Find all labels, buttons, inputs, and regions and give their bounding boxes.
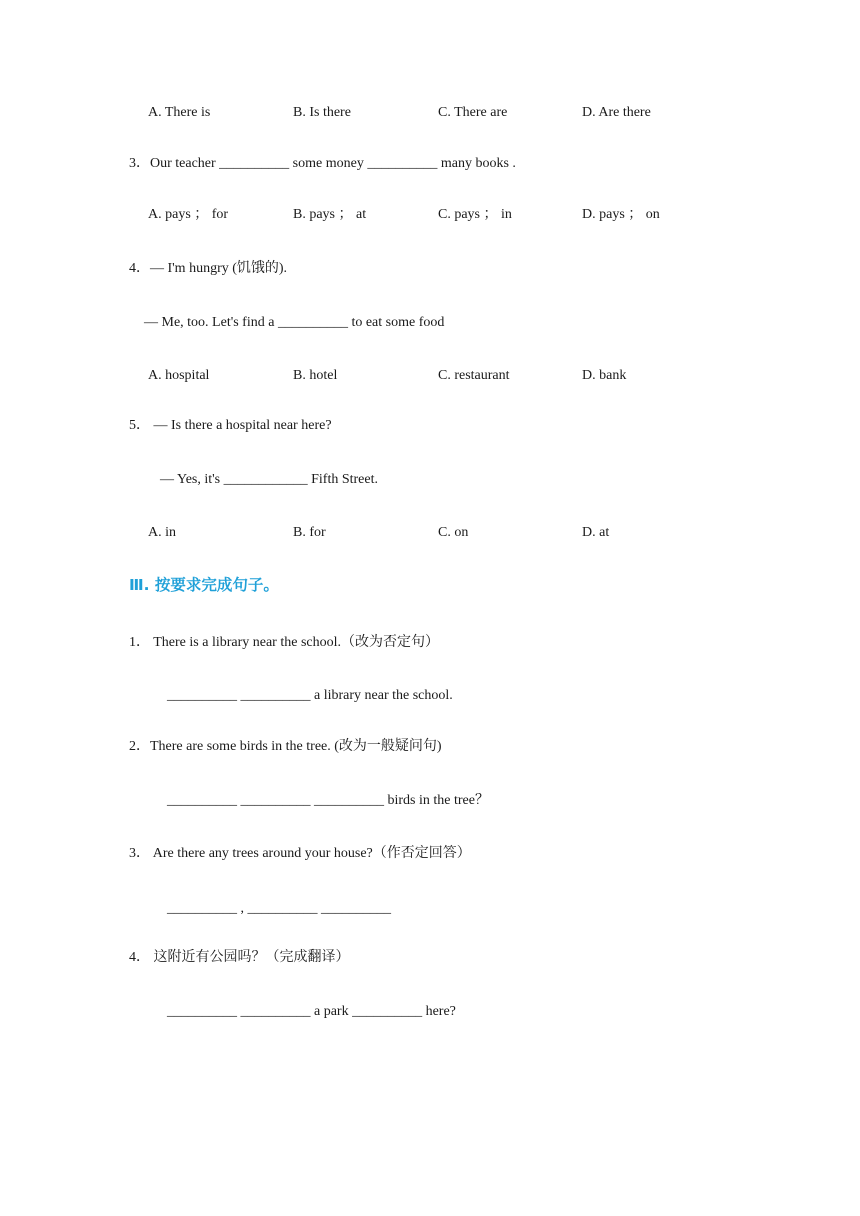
q5-option-a: A. in [148, 525, 176, 540]
s3-item-4-answer: __________ __________ a park __________ here? [167, 1004, 456, 1019]
s3-item-1-answer: __________ __________ a library near the school. [167, 688, 453, 703]
section-3-heading: Ⅲ. 按要求完成句子。 [129, 576, 279, 594]
q3-option-a: A. pays ； for [148, 207, 229, 222]
s3-item-2-answer: __________ __________ __________ birds in the tree？ [167, 793, 489, 808]
q5-stem: 5． — Is there a hospital near here? [129, 418, 332, 433]
s3-item-3-stem: 3． Are there any trees around your house?（作否定回答） [129, 846, 471, 861]
q2-option-c: C. There are [438, 105, 508, 120]
s3-item-2-stem: 2．There are some birds in the tree. (改为一般疑问句) [129, 739, 442, 754]
q5-option-c: C. on [438, 525, 469, 540]
q2-option-b: B. Is there [293, 105, 351, 120]
q5-reply: — Yes, it's ____________ Fifth Street. [160, 472, 378, 487]
q3-option-b: B. pays ； at [293, 207, 367, 222]
q4-option-b: B. hotel [293, 368, 338, 383]
q3-option-d: D. pays ； on [582, 207, 660, 222]
q4-option-d: D. bank [582, 368, 627, 383]
q2-option-a: A. There is [148, 105, 211, 120]
q4-reply: — Me, too. Let's find a __________ to eat some food [144, 315, 445, 330]
q4-option-a: A. hospital [148, 368, 210, 383]
q4-option-c: C. restaurant [438, 368, 510, 383]
q5-option-d: D. at [582, 525, 610, 540]
s3-item-3-answer: __________ , __________ __________ [167, 901, 391, 916]
s3-item-4-stem: 4． 这附近有公园吗？（完成翻译） [129, 950, 350, 965]
q3-option-c: C. pays ； in [438, 207, 512, 222]
s3-item-1-stem: 1． There is a library near the school.（改为否定句） [129, 635, 440, 650]
q3-stem: 3．Our teacher __________ some money __________ many books . [129, 156, 516, 171]
q4-stem: 4．— I'm hungry (饥饿的). [129, 261, 288, 276]
q2-option-d: D. Are there [582, 105, 651, 120]
q5-option-b: B. for [293, 525, 326, 540]
